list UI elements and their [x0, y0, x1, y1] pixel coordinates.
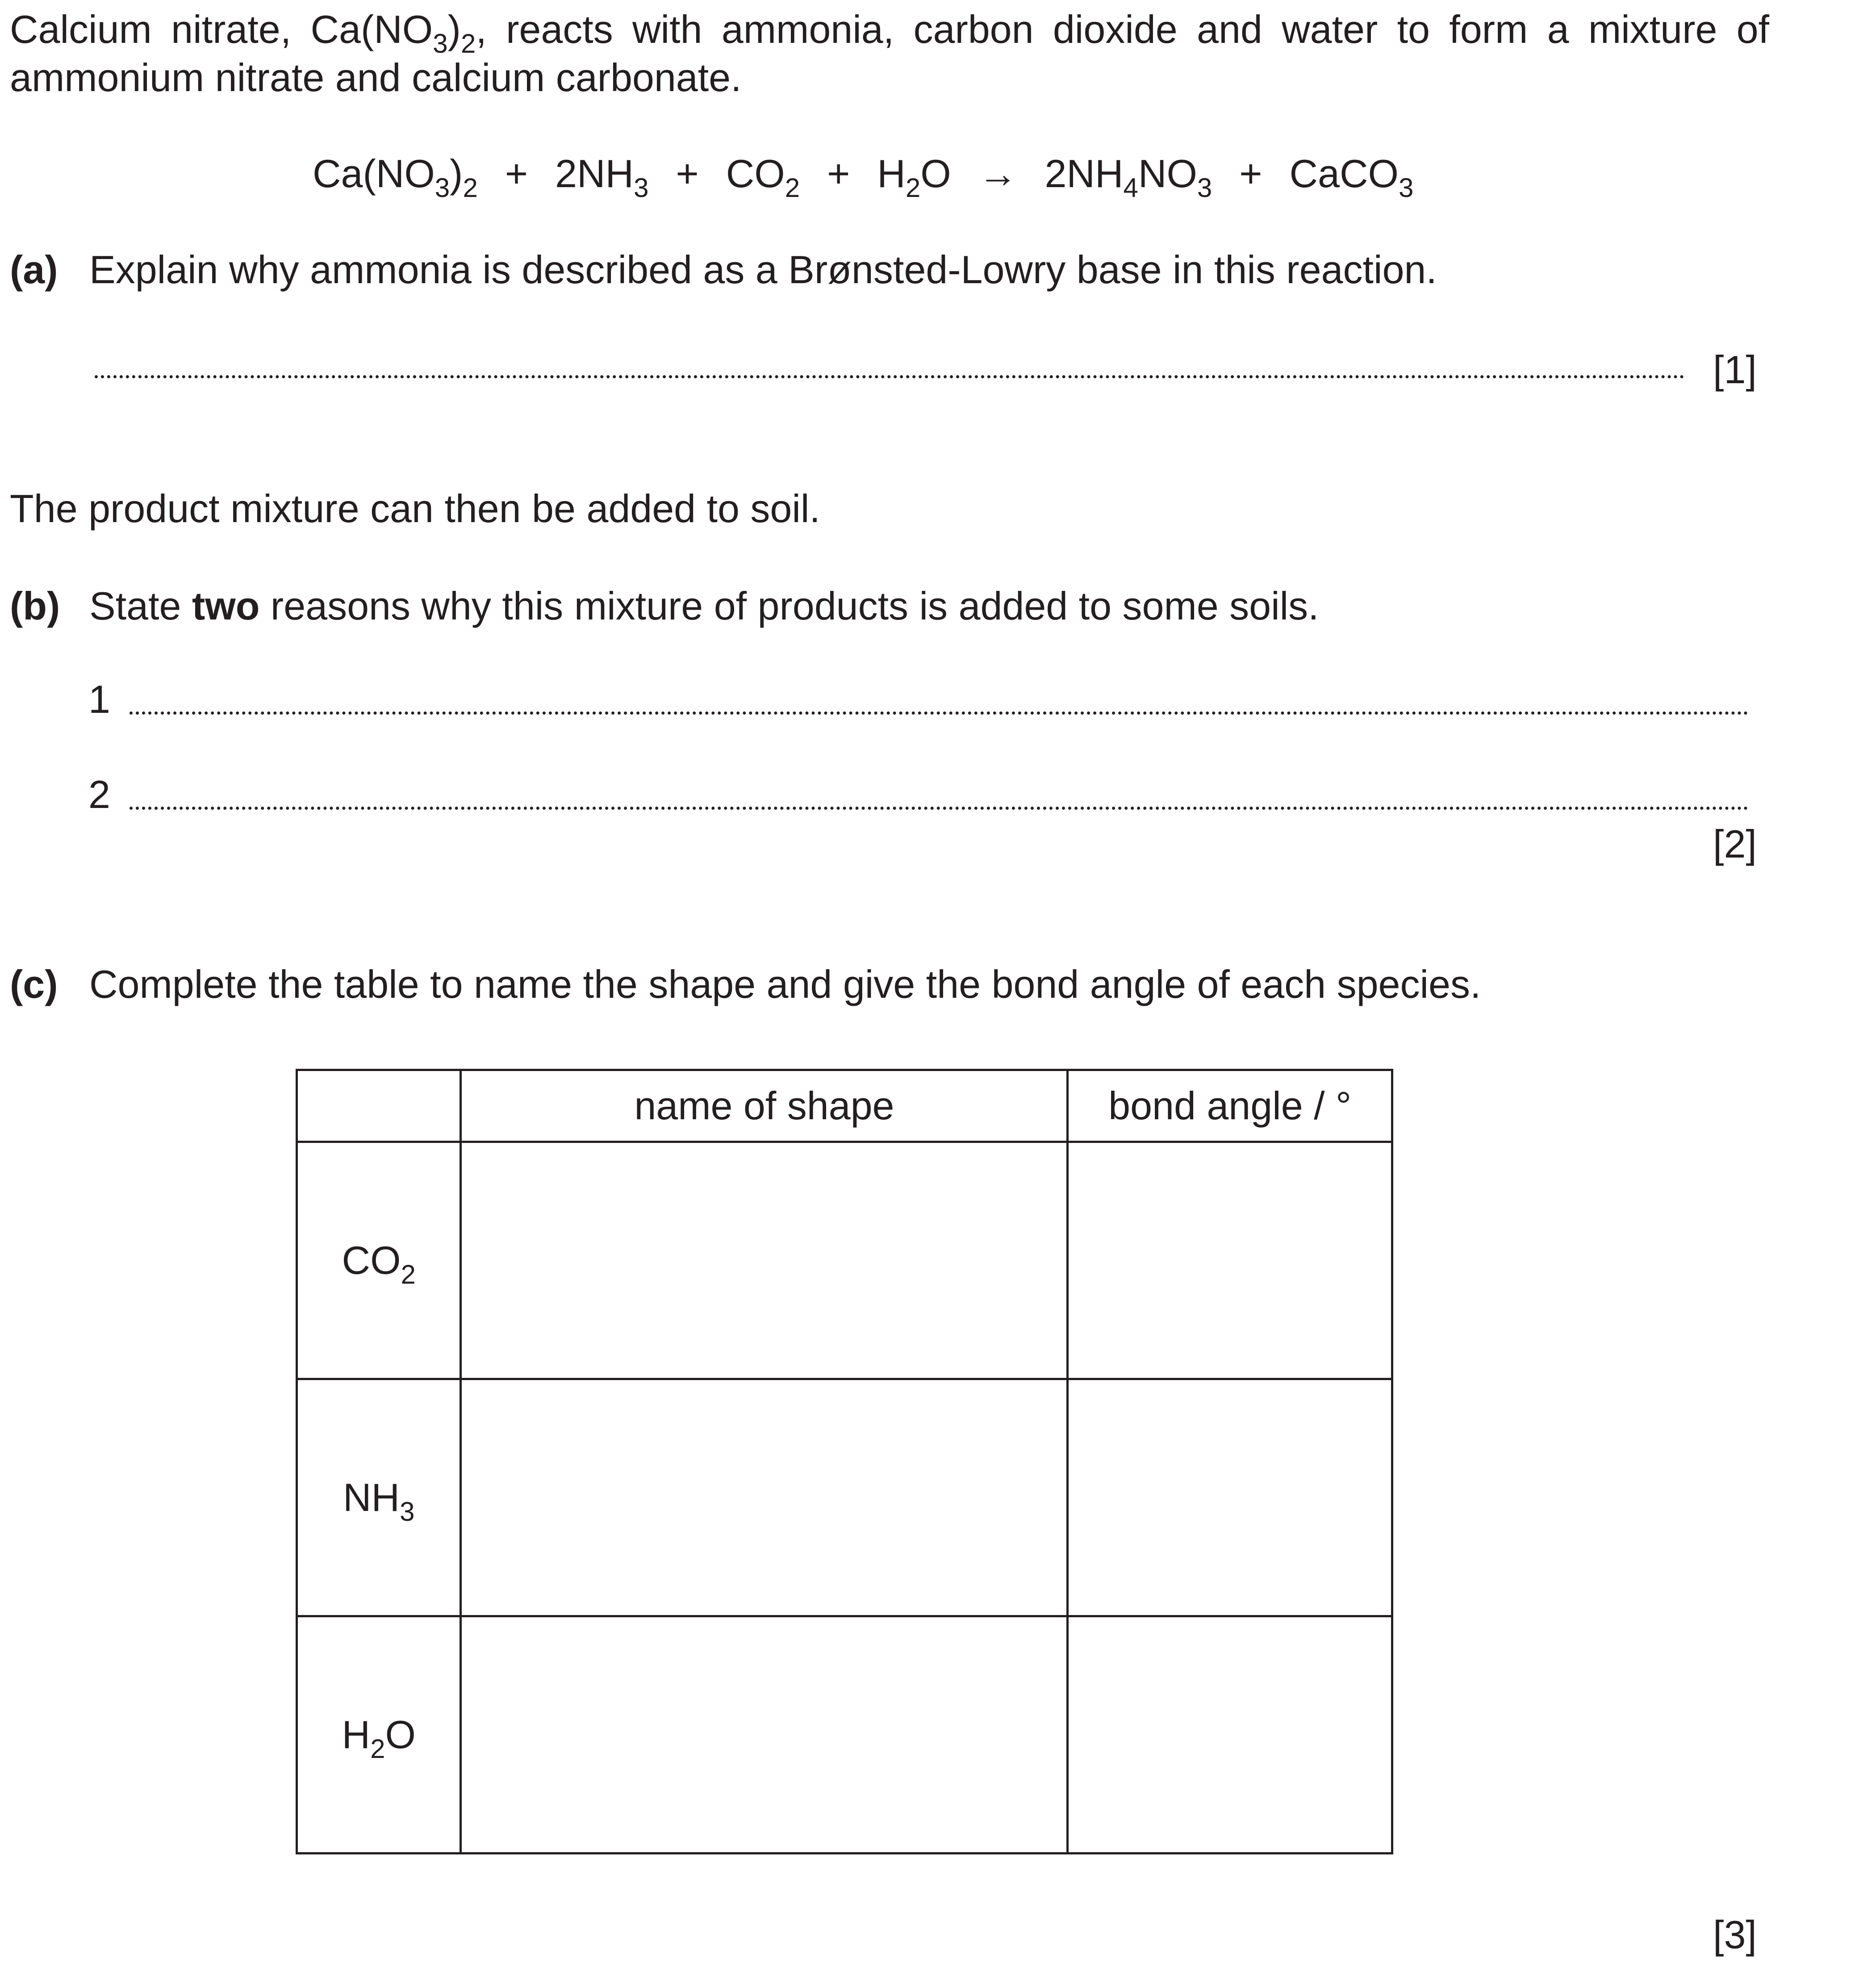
part-b-label: (b): [10, 584, 60, 628]
table-row: [297, 1142, 1392, 1379]
shapes-table: [296, 1069, 1393, 1854]
reaction-arrow: →: [978, 151, 1018, 196]
part-c-question: Complete the table to name the shape and give the bond angle of each species.: [89, 962, 1481, 1006]
reason-number-2: 2: [88, 772, 110, 816]
answer-cell-shape-nh3[interactable]: [461, 1379, 1068, 1616]
part-c-label: (c): [10, 962, 58, 1006]
answer-line-a[interactable]: [95, 375, 1684, 378]
part-a-question: Explain why ammonia is described as a Brønsted-Lowry base in this reaction.: [89, 247, 1437, 292]
header-bond-angle: bond angle / °: [1068, 1070, 1392, 1142]
part-a-label: (a): [10, 247, 58, 292]
header-name-of-shape: name of shape: [461, 1070, 1068, 1142]
species-co2: $CO_2$: [297, 1142, 461, 1379]
reason-number-1: 1: [88, 677, 110, 721]
intro-line-1: Calcium nitrate, $Ca(NO_3)_2$, reacts with ammonia, carbon dioxide and water to form a mixture of: [10, 7, 1770, 59]
table-row: [297, 1379, 1392, 1616]
marks-c: [3]: [1713, 1912, 1757, 1957]
answer-line-b1[interactable]: [130, 711, 1748, 715]
marks-b: [2]: [1713, 822, 1757, 866]
reaction-equation: $Ca(NO_3)_2 + 2NH_3 + CO_2 + H_2O \to 2NH_4NO_3$ + CaCO$_3$: [313, 151, 1414, 203]
answer-cell-shape-h2o[interactable]: [461, 1616, 1068, 1854]
product-note: The product mixture can then be added to soil.: [10, 486, 820, 531]
answer-cell-shape-co2[interactable]: [461, 1142, 1068, 1379]
table-header-row: [297, 1070, 1392, 1142]
answer-line-b2[interactable]: [130, 807, 1748, 810]
marks-a: [1]: [1713, 347, 1757, 392]
part-b-question: State two reasons why this mixture of products is added to some soils.: [89, 584, 1319, 628]
answer-cell-angle-h2o[interactable]: [1068, 1616, 1392, 1854]
table-row: [297, 1616, 1392, 1854]
species-h2o: $H_2O$: [297, 1616, 461, 1854]
species-nh3: $NH_3$: [297, 1379, 461, 1616]
emphasis-two: two: [192, 584, 260, 628]
answer-cell-angle-nh3[interactable]: [1068, 1379, 1392, 1616]
answer-cell-angle-co2[interactable]: [1068, 1142, 1392, 1379]
header-species: [297, 1070, 461, 1142]
intro-line-2: ammonium nitrate and calcium carbonate.: [10, 55, 742, 100]
